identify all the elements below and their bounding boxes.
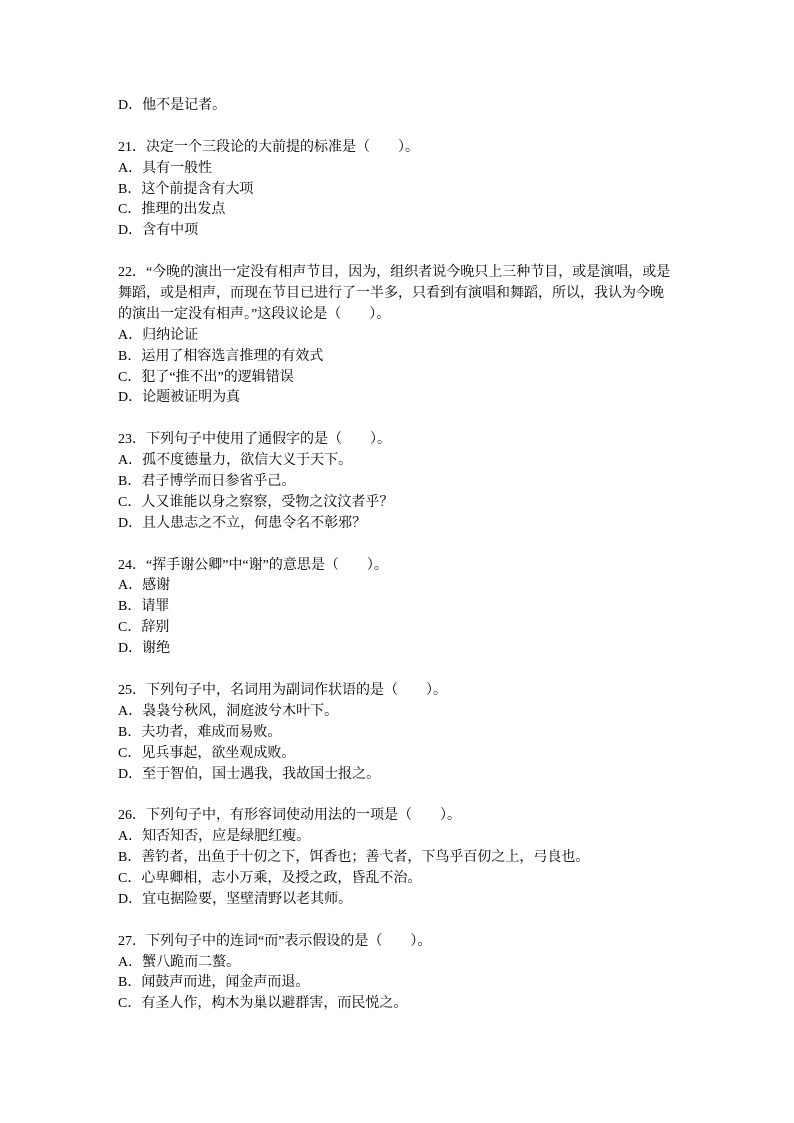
- answer-option: A．孤不度德量力，欲信大义于天下。: [118, 453, 353, 469]
- question-stem: 23．下列句子中使用了通假字的是（ ）。: [118, 432, 391, 448]
- question-stem: 26．下列句子中，有形容词使动用法的一项是（ ）。: [118, 808, 461, 824]
- answer-option: C．见兵事起，欲坐观成败。: [118, 745, 296, 761]
- answer-option: B．这个前提含有大项: [118, 181, 254, 197]
- question-stem: 24．“挥手谢公卿”中“谢”的意思是（ ）。: [118, 557, 388, 573]
- question-block: [118, 932, 678, 1016]
- answer-option: D．宜屯据险要，坚壁清野以老其师。: [118, 891, 353, 907]
- answer-option: A．具有一般性: [118, 160, 213, 176]
- document-page: [118, 96, 678, 1015]
- option-line: D．他不是记者。: [118, 98, 227, 113]
- question-stem: 舞蹈，或是相声，而现在节目已进行了一半多，只看到有演唱和舞蹈，所以，我认为今晚: [118, 286, 664, 302]
- question-stem: 22．“今晚的演出一定没有相声节目，因为，组织者说今晚只上三种节目，或是演唱，或是: [118, 265, 671, 281]
- blank-line: [118, 535, 678, 556]
- blank-line: [118, 660, 678, 681]
- answer-option: B．君子博学而日参省乎己。: [118, 474, 296, 490]
- question-stem: 21．决定一个三段论的大前提的标准是（ ）。: [118, 139, 419, 155]
- answer-option: A．归纳论证: [118, 327, 199, 343]
- question-block: [118, 138, 678, 242]
- answer-option: A．蟹八跪而二螯。: [118, 954, 241, 970]
- question-block: [118, 806, 678, 910]
- blank-line: [118, 785, 678, 806]
- question-stem: 27．下列句子中的连词“而”表示假设的是（ ）。: [118, 933, 432, 949]
- answer-option: C．犯了“推不出”的逻辑错误: [118, 369, 294, 385]
- answer-option: D．谢绝: [118, 641, 171, 657]
- answer-option: A．感谢: [118, 578, 171, 594]
- answer-option: C．心卑卿相，志小万乘，及授之政，昏乱不治。: [118, 870, 422, 886]
- answer-option: B．运用了相容选言推理的有效式: [118, 348, 324, 364]
- question-block: [118, 263, 678, 409]
- question-stem: 的演出一定没有相声。”这段议论是（ ）。: [118, 306, 391, 322]
- answer-option: A．袅袅兮秋风，洞庭波兮木叶下。: [118, 703, 339, 719]
- question-block: [118, 681, 678, 785]
- blank-line: [118, 242, 678, 263]
- answer-option: D．含有中项: [118, 223, 199, 239]
- answer-option: B．夫功者，难成而易败。: [118, 724, 282, 740]
- question-stem: 25．下列句子中，名词用为副词作状语的是（ ）。: [118, 682, 447, 698]
- blank-line: [118, 911, 678, 932]
- answer-option: C．有圣人作，构木为巢以避群害，而民悦之。: [118, 996, 408, 1012]
- answer-option: D．论题被证明为真: [118, 390, 241, 406]
- answer-option: B．请罪: [118, 599, 170, 615]
- answer-option: B．善钓者，出鱼于十仞之下，饵香也；善弋者，下鸟乎百仞之上，弓良也。: [118, 850, 590, 866]
- question-block: [118, 556, 678, 660]
- answer-option: A．知否知否，应是绿肥红瘦。: [118, 829, 311, 845]
- answer-option: C．推理的出发点: [118, 202, 226, 218]
- answer-option: D．且人患志之不立，何患令名不彰邪？: [118, 515, 367, 531]
- blank-line: [118, 117, 678, 138]
- answer-option: D．至于智伯，国士遇我，我故国士报之。: [118, 766, 381, 782]
- question-block: [118, 430, 678, 534]
- answer-option: C．辞别: [118, 620, 170, 636]
- blank-line: [118, 409, 678, 430]
- answer-option: C．人又谁能以身之察察，受物之汶汶者乎？: [118, 494, 394, 510]
- answer-option: B．闻鼓声而进，闻金声而退。: [118, 975, 310, 991]
